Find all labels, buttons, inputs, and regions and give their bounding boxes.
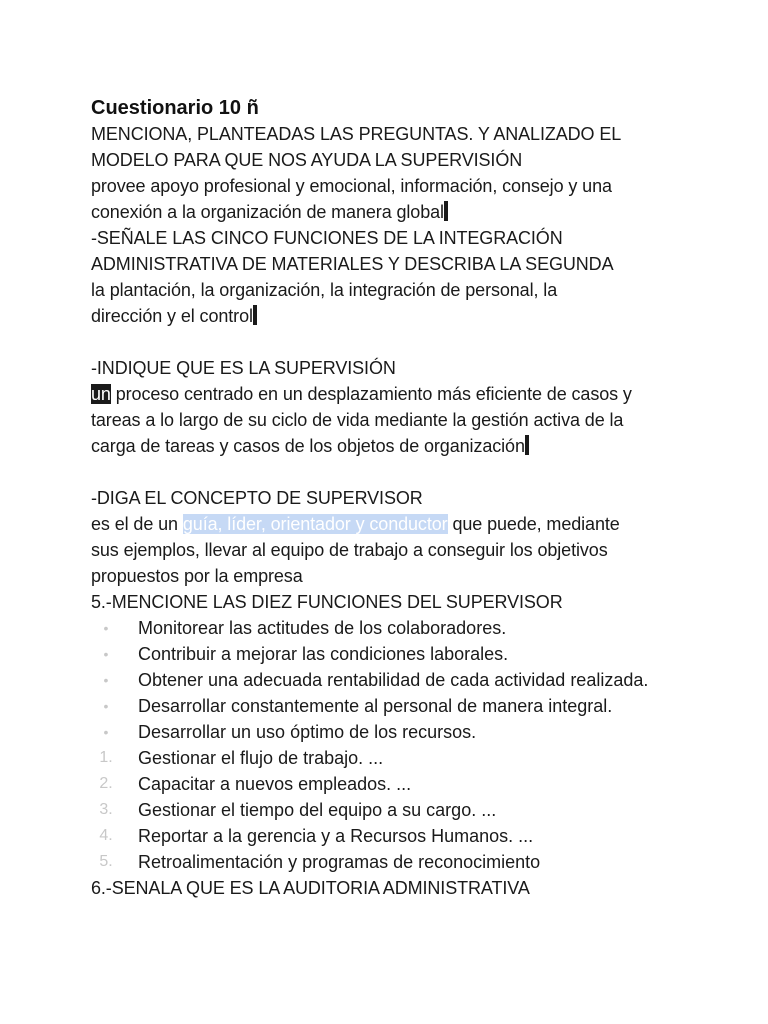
list-item-text: Capacitar a nuevos empleados. ... <box>138 774 412 794</box>
list-number: 1. <box>99 749 113 766</box>
list-item <box>91 823 691 849</box>
list-item <box>91 745 691 771</box>
document-body[interactable] <box>91 95 691 901</box>
question-2-heading-line-1: -SEÑALE LAS CINCO FUNCIONES DE LA INTEGRACIÓN <box>91 228 563 248</box>
question-3-heading: -INDIQUE QUE ES LA SUPERVISIÓN <box>91 358 396 378</box>
bullet-marker: • <box>103 724 109 740</box>
question-1-heading-line-2: MODELO PARA QUE NOS AYUDA LA SUPERVISIÓN <box>91 150 523 170</box>
answer-4-line-3: propuestos por la empresa <box>91 566 303 586</box>
answer-3-line-3 <box>91 433 691 459</box>
answer-2-line-2-text: dirección y el control <box>91 306 253 326</box>
list-item-text: Reportar a la gerencia y a Recursos Humanos. ... <box>138 826 534 846</box>
question-6-heading: 6.-SENALA QUE ES LA AUDITORIA ADMINISTRATIVA <box>91 878 530 898</box>
bullet-marker: • <box>103 698 109 714</box>
bullet-marker: • <box>103 646 109 662</box>
answer-4-prefix: es el de un <box>91 514 183 534</box>
list-item-text: Desarrollar un uso óptimo de los recursos. <box>138 722 477 742</box>
bullet-marker: • <box>103 620 109 636</box>
list-item <box>91 615 691 641</box>
answer-3-line-3-text: carga de tareas y casos de los objetos de organización <box>91 436 525 456</box>
list-item-text: Obtener una adecuada rentabilidad de cada actividad realizada. <box>138 670 649 690</box>
blank-line <box>91 329 691 355</box>
answer-1-line-2-text: conexión a la organización de manera global <box>91 202 444 222</box>
answer-4-line-2: sus ejemplos, llevar al equipo de trabajo a conseguir los objetivos <box>91 540 608 560</box>
answer-3-line-1-text: proceso centrado en un desplazamiento más eficiente de casos y <box>110 384 632 404</box>
bullet-marker: • <box>103 672 109 688</box>
answer-3-line-2: tareas a lo largo de su ciclo de vida mediante la gestión activa de la <box>91 410 624 430</box>
list-item <box>91 797 691 823</box>
list-item <box>91 667 691 693</box>
answer-1-line-2 <box>91 199 691 225</box>
text-cursor <box>253 305 257 325</box>
question-1-heading-line-1: MENCIONA, PLANTEADAS LAS PREGUNTAS. Y ANALIZADO EL <box>91 124 622 144</box>
question-4-heading: -DIGA EL CONCEPTO DE SUPERVISOR <box>91 488 423 508</box>
question-5-heading: 5.-MENCIONE LAS DIEZ FUNCIONES DEL SUPERVISOR <box>91 592 563 612</box>
list-number: 5. <box>99 853 113 870</box>
answer-4-suffix: que puede, mediante <box>447 514 620 534</box>
selected-text-blue: guía, líder, orientador y conductor <box>182 514 448 534</box>
answer-4-line-1 <box>91 511 691 537</box>
supervisor-functions-numbered-list <box>91 745 691 875</box>
list-number: 4. <box>99 827 113 844</box>
answer-3-line-1 <box>91 381 691 407</box>
list-item <box>91 771 691 797</box>
list-number: 3. <box>99 801 113 818</box>
question-2-heading-line-2: ADMINISTRATIVA DE MATERIALES Y DESCRIBA LA SEGUNDA <box>91 254 614 274</box>
list-item <box>91 641 691 667</box>
list-item <box>91 719 691 745</box>
blank-line <box>91 459 691 485</box>
list-item-text: Desarrollar constantemente al personal de manera integral. <box>138 696 613 716</box>
answer-2-line-1: la plantación, la organización, la integración de personal, la <box>91 280 558 300</box>
text-cursor <box>444 201 448 221</box>
list-item-text: Monitorear las actitudes de los colaboradores. <box>138 618 507 638</box>
list-item-text: Retroalimentación y programas de reconocimiento <box>138 852 541 872</box>
document-title: Cuestionario 10 ñ <box>91 97 259 119</box>
list-item <box>91 849 691 875</box>
list-item <box>91 693 691 719</box>
selected-text-dark: un <box>91 384 111 404</box>
list-number: 2. <box>99 775 113 792</box>
list-item-text: Gestionar el tiempo del equipo a su cargo. ... <box>138 800 497 820</box>
text-cursor <box>525 435 529 455</box>
list-item-text: Gestionar el flujo de trabajo. ... <box>138 748 384 768</box>
list-item-text: Contribuir a mejorar las condiciones laborales. <box>138 644 509 664</box>
answer-2-line-2 <box>91 303 691 329</box>
supervisor-functions-bullet-list <box>91 615 691 745</box>
answer-1-line-1: provee apoyo profesional y emocional, información, consejo y una <box>91 176 612 196</box>
